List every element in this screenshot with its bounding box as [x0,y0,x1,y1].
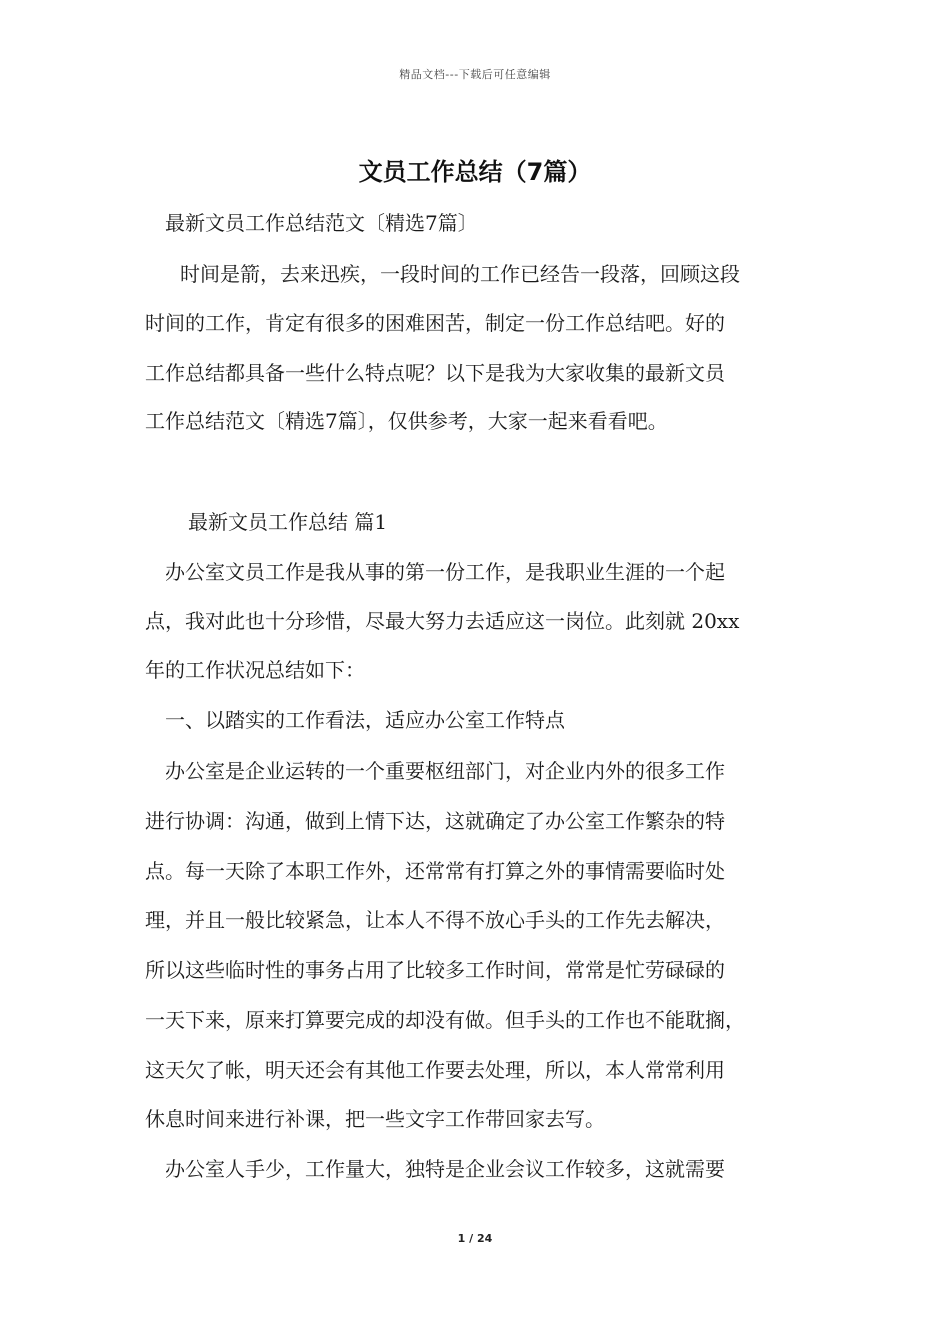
body-line-5: 进行协调：沟通，做到上情下达，这就确定了办公室工作繁杂的特 [145,809,725,833]
body-line-11: 休息时间来进行补课，把一些文字工作带回家去写。 [145,1107,605,1131]
document-title: 文员工作总结（7篇） [358,158,592,186]
body-line-6: 点。每一天除了本职工作外，还常常有打算之外的事情需要临时处 [145,859,725,883]
intro-line-2: 时间的工作，肯定有很多的困难困苦，制定一份工作总结吧。好的 [145,311,725,335]
subtitle-line: 最新文员工作总结范文〔精选7篇〕 [165,211,478,235]
body-line-7: 理，并且一般比较紧急，让本人不得不放心手头的工作先去解决， [145,908,725,932]
body-line-1: 办公室文员工作是我从事的第一份工作，是我职业生涯的一个起 [165,560,725,584]
body-line-12: 办公室人手少，工作量大，独特是企业会议工作较多，这就需要 [165,1157,725,1181]
subheading-1: 一、以踏实的工作看法，适应办公室工作特点 [165,708,565,732]
body-line-3: 年的工作状况总结如下： [145,658,365,682]
body-line-10: 这天欠了帐，明天还会有其他工作要去处理，所以，本人常常利用 [145,1058,725,1082]
body-line-8: 所以这些临时性的事务占用了比较多工作时间，常常是忙劳碌碌的 [145,958,725,982]
body-line-4: 办公室是企业运转的一个重要枢纽部门，对企业内外的很多工作 [165,759,725,783]
page-number: 1 / 24 [457,1232,493,1245]
page-header: 精品文档---下载后可任意编辑 [399,68,551,81]
intro-line-3: 工作总结都具备一些什么特点呢？以下是我为大家收集的最新文员 [145,361,725,385]
section-heading-1: 最新文员工作总结 篇1 [188,510,388,534]
body-line-2: 点，我对此也十分珍惜，尽最大努力去适应这一岗位。此刻就 20xx [145,609,740,633]
body-line-9: 一天下来，原来打算要完成的却没有做。但手头的工作也不能耽搁， [145,1008,745,1032]
intro-line-4: 工作总结范文〔精选7篇〕，仅供参考，大家一起来看看吧。 [145,409,668,433]
intro-line-1: 时间是箭，去来迅疾，一段时间的工作已经告一段落，回顾这段 [180,262,740,286]
